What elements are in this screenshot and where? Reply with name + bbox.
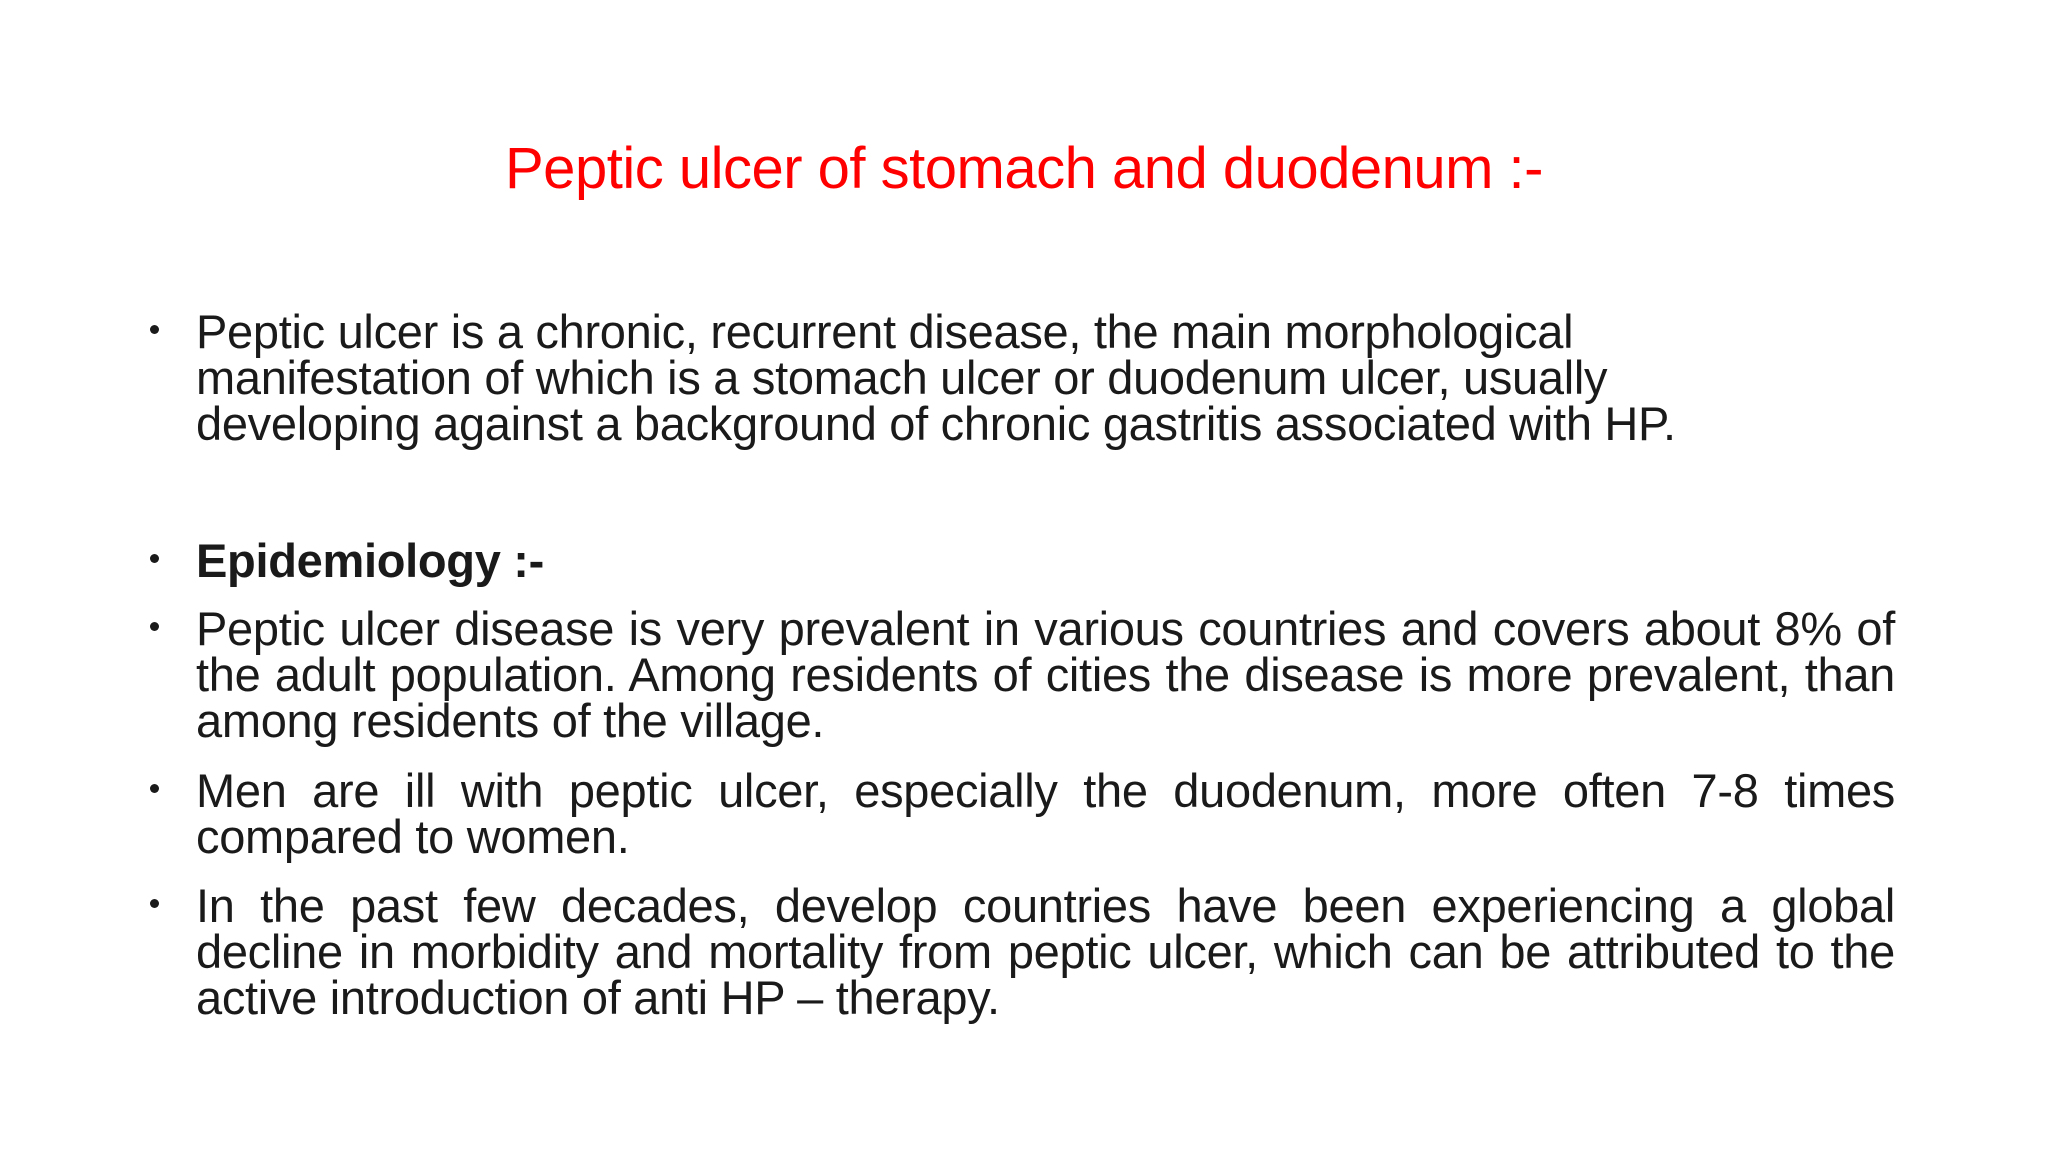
bullet-text: In the past few decades, develop countries have been experiencing a global decline in morbidity and mortality from peptic ulcer, which can be attributed to the active introduction of anti HP – therapy.: [196, 879, 1895, 1024]
bullet-text: Peptic ulcer disease is very prevalent in various countries and covers about 8% of the adult population. Among residents of cities the disease is more prevalent, than among residents of the village.: [196, 602, 1895, 747]
bullet-item-men: [150, 764, 1895, 863]
bullet-dot-icon: [150, 784, 159, 793]
bullet-text: Men are ill with peptic ulcer, especially the duodenum, more often 7-8 times compared to women.: [196, 764, 1895, 863]
bullet-dot-icon: [150, 325, 159, 334]
bullet-text: Peptic ulcer is a chronic, recurrent disease, the main morphological manifestation of which is a stomach ulcer or duodenum ulcer, usually developing against a background of chronic gastritis associated with HP.: [196, 305, 1676, 450]
bullet-item-prevalence: [150, 602, 1895, 747]
bullet-dot-icon: [150, 899, 159, 908]
bullet-dot-icon: [150, 554, 159, 563]
bullet-item-definition: [150, 305, 1750, 450]
slide-title: Peptic ulcer of stomach and duodenum :-: [505, 136, 1543, 201]
bullet-dot-icon: [150, 622, 159, 631]
bullet-text: Epidemiology :-: [196, 534, 545, 587]
bullet-item-decline: [150, 879, 1895, 1024]
bullet-item-epidemiology-heading: [150, 534, 1895, 587]
